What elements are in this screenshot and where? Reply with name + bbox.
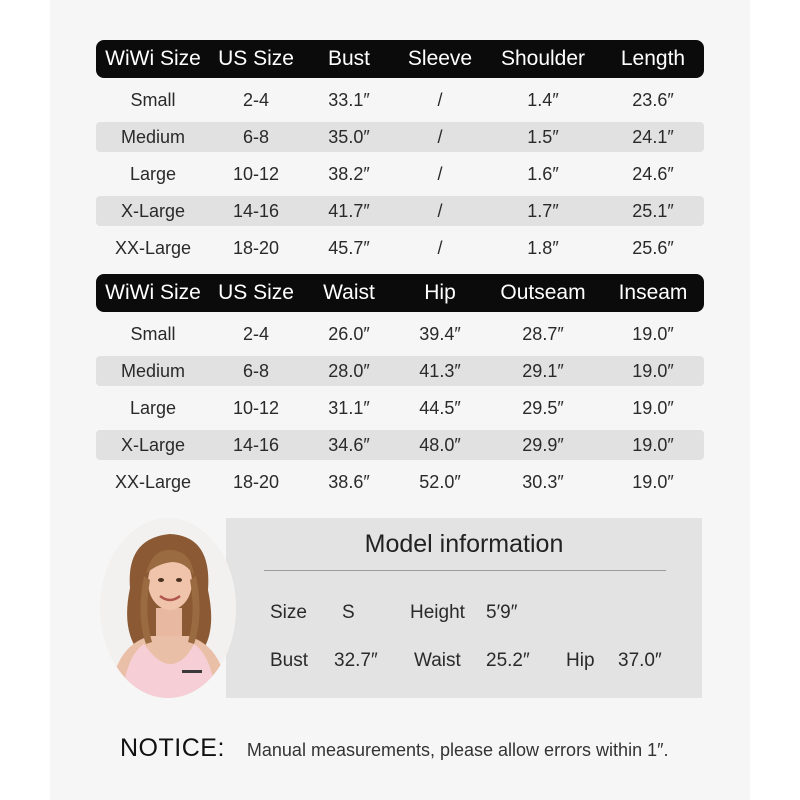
table-cell: 19.0″ (632, 397, 674, 418)
header-cell: Bust (327, 47, 371, 70)
table-cell: 14-16 (232, 200, 280, 221)
table-cell: 29.1″ (522, 360, 564, 381)
table-cell: 1.5″ (527, 126, 559, 147)
table-cell: Small (130, 323, 176, 344)
table-row (96, 356, 704, 386)
table-cell: Large (129, 397, 177, 418)
header-cell: WiWi Size (105, 47, 201, 70)
table-cell: 19.0″ (632, 434, 674, 455)
table-cell: 45.7″ (328, 237, 370, 258)
table-cell: 19.0″ (632, 360, 674, 381)
table-cell: 30.3″ (522, 471, 564, 492)
table-row (96, 159, 704, 189)
notice (120, 734, 668, 763)
table-cell: 26.0″ (328, 323, 370, 344)
header-cell: Shoulder (500, 47, 586, 70)
table-cell: 25.6″ (632, 237, 674, 258)
table-cell: 34.6″ (328, 434, 370, 455)
table-cell: X-Large (120, 200, 186, 221)
table-cell: 14-16 (232, 434, 280, 455)
header-cell: Sleeve (407, 47, 473, 70)
table-row (96, 233, 704, 263)
table-row (96, 85, 704, 115)
table-cell: 31.1″ (328, 397, 370, 418)
divider (264, 570, 666, 571)
table-row (96, 196, 704, 226)
table-cell: 38.6″ (328, 471, 370, 492)
table-cell: 1.4″ (527, 89, 559, 110)
model-size-label: Size (270, 602, 307, 623)
table-cell: Medium (120, 360, 186, 381)
table-cell: 41.3″ (419, 360, 461, 381)
header-cell: US Size (218, 47, 294, 70)
table-cell: 29.9″ (522, 434, 564, 455)
table-cell: / (437, 237, 443, 258)
notice-text: Manual measurements, please allow errors within 1″. (246, 740, 669, 760)
table-cell: 48.0″ (419, 434, 461, 455)
table-cell: 1.7″ (527, 200, 559, 221)
header-cell: Hip (424, 281, 456, 304)
model-photo (100, 518, 236, 698)
model-hip-label: Hip (566, 650, 595, 671)
table-cell: 18-20 (232, 237, 280, 258)
notice-label: NOTICE: (120, 734, 225, 762)
header-cell: Waist (323, 281, 375, 304)
table-cell: 6-8 (242, 126, 269, 147)
header-cell: Length (620, 47, 686, 70)
table-cell: 41.7″ (328, 200, 370, 221)
table-cell: 1.6″ (527, 163, 559, 184)
table-cell: 19.0″ (632, 471, 674, 492)
table-cell: 44.5″ (419, 397, 461, 418)
table-cell: 10-12 (232, 397, 280, 418)
table-cell: 25.1″ (632, 200, 674, 221)
table-cell: 52.0″ (419, 471, 461, 492)
table-cell: Small (130, 89, 176, 110)
model-portrait-icon (100, 518, 236, 698)
bottom-size-table (96, 274, 704, 497)
model-height-value: 5′9″ (486, 602, 518, 623)
table-cell: 35.0″ (328, 126, 370, 147)
model-hip-value: 37.0″ (618, 650, 662, 671)
table-cell: 23.6″ (632, 89, 674, 110)
table-cell: / (437, 200, 443, 221)
top-size-table (96, 40, 704, 263)
header-cell: US Size (218, 281, 294, 304)
table-cell: 28.0″ (328, 360, 370, 381)
table-cell: / (437, 163, 443, 184)
table-cell: / (437, 126, 443, 147)
table-row (96, 393, 704, 423)
table-cell: X-Large (120, 434, 186, 455)
table-cell: 39.4″ (419, 323, 461, 344)
model-height-label: Height (410, 602, 465, 623)
model-information-section (96, 518, 702, 698)
model-bust-label: Bust (270, 650, 309, 671)
header-cell: Outseam (500, 281, 586, 304)
table-cell: 28.7″ (522, 323, 564, 344)
header-cell: WiWi Size (105, 281, 201, 304)
table-header (96, 274, 704, 312)
table-cell: Medium (120, 126, 186, 147)
table-cell: / (437, 89, 443, 110)
table-row (96, 122, 704, 152)
table-cell: Large (129, 163, 177, 184)
model-info-title: Model information (364, 530, 564, 558)
table-cell: 24.1″ (632, 126, 674, 147)
model-size-value: S (342, 602, 355, 623)
table-cell: 29.5″ (522, 397, 564, 418)
table-cell: 10-12 (232, 163, 280, 184)
table-row (96, 319, 704, 349)
table-cell: 6-8 (242, 360, 269, 381)
table-cell: 1.8″ (527, 237, 559, 258)
table-cell: 33.1″ (328, 89, 370, 110)
table-header (96, 40, 704, 78)
table-cell: XX-Large (114, 237, 192, 258)
table-cell: 2-4 (242, 89, 269, 110)
table-cell: 2-4 (242, 323, 269, 344)
table-cell: 18-20 (232, 471, 280, 492)
model-waist-label: Waist (414, 650, 461, 671)
table-cell: 19.0″ (632, 323, 674, 344)
table-cell: 38.2″ (328, 163, 370, 184)
table-cell: 24.6″ (632, 163, 674, 184)
table-cell: XX-Large (114, 471, 192, 492)
model-waist-value: 25.2″ (486, 650, 530, 671)
model-bust-value: 32.7″ (334, 650, 378, 671)
header-cell: Inseam (618, 281, 688, 304)
table-row (96, 467, 704, 497)
table-row (96, 430, 704, 460)
